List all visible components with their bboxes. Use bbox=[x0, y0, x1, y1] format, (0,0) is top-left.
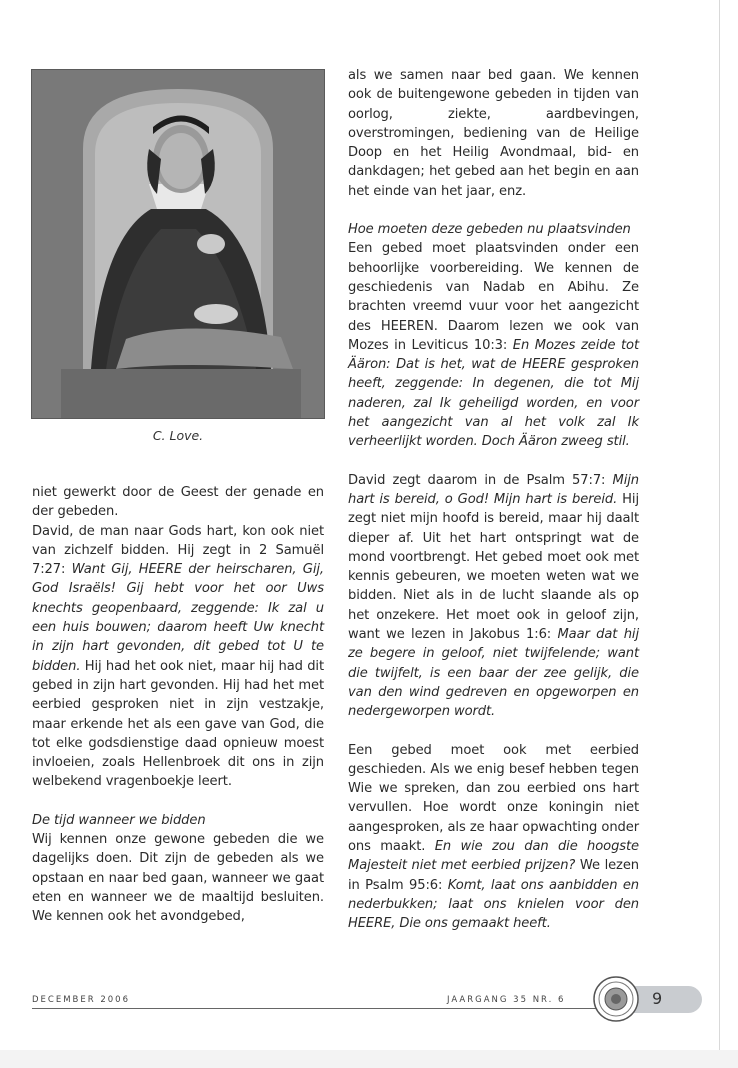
scripture-quote: Want Gij, HEERE der heirscharen, Gij, God Israëls! Gij hebt voor het oor Uws knechts geopenbaard, zeggende: Ik zal u een huis bouwen; daarom heeft Uw knecht in zijn hart gevonden, dit gebed tot U te bidden. bbox=[32, 562, 324, 674]
paragraph: Een gebed moet plaatsvinden onder een behoorlijke voorbereiding. We kennen de geschiedenis van Nadab en Abihu. Ze brachten vreemd vuur voor het aangezicht des HEEREN. Daarom lezen we ook van Mozes in Leviticus 10:3: En Mozes zeide tot Ääron: Dat is het, wat de HEERE gesproken heeft, zeggende: In degenen, die tot Mij naderen, zal Ik geheiligd worden, en voor het aangezicht van al het volk zal Ik verheerlijkt worden. Doch Ääron zweeg stil. bbox=[348, 241, 640, 450]
scripture-quote: Komt, laat ons aanbidden en nederbukken; laat ons knielen voor den HEERE, Die ons gemaakt heeft. bbox=[348, 877, 639, 932]
paragraph: David zegt daarom in de Psalm 57:7: Mijn hart is bereid, o God! Mijn hart is bereid. Hij zegt niet mijn hoofd is bereid, maar hij daalt dieper af. Uit het hart ontspringt wat de mond voortbrengt. Het gebed moet ook met kennis gebeuren, we moeten weten wat we bidden. Niet als in de lucht slaande als op het onzekere. Het moet ook in geloof zijn, want we lezen in Jakobus 1:6: Maar dat hij ze begere in geloof, niet twijfelende; want die twijfelt, is een baar der zee gelijk, die van den wind gedreven en opgeworpen en nedergeworpen wordt. bbox=[348, 472, 639, 720]
right-column bbox=[348, 66, 639, 933]
page-number: 9 bbox=[652, 989, 663, 1008]
section-heading: Hoe moeten deze gebeden nu plaatsvinden bbox=[348, 222, 631, 238]
scripture-quote: Mijn hart is bereid, o God! Mijn hart is bereid. bbox=[348, 472, 639, 507]
scripture-quote: En wie zou dan die hoogste Majesteit niet met eerbied prijzen? bbox=[348, 838, 639, 874]
footer-issue: JAARGANG 35 NR. 6 bbox=[447, 995, 566, 1005]
scripture-quote: Maar dat hij ze begere in geloof, niet twijfelende; want die twijfelt, is een baar der zee gelijk, die van den wind gedreven en opgeworpen en nedergeworpen wordt. bbox=[348, 627, 639, 720]
footer-rule bbox=[32, 1008, 597, 1009]
seal-icon bbox=[593, 976, 639, 1022]
scripture-quote: En Mozes zeide tot Ääron: Dat is het, wat de HEERE gesproken heeft, zeggende: In degenen, die tot Mij naderen, zal Ik geheiligd worden, en voor het aangezicht van al het volk zal Ik verheerlijkt worden. Doch Ääron zweeg stil. bbox=[348, 337, 640, 450]
image-caption: C. Love. bbox=[152, 428, 204, 443]
left-column bbox=[32, 483, 324, 927]
scan-margin bbox=[0, 1050, 738, 1068]
paragraph: niet gewerkt door de Geest der genade en der gebeden. bbox=[32, 485, 324, 520]
paragraph: als we samen naar bed gaan. We kennen ook de buitengewone gebeden in tijden van oorlog, ziekte, aardbevingen, overstromingen, bediening van de Heilige Doop en het Heilig Avondmaal, bid- en dankdagen; het gebed aan het begin en aan het einde van het jaar, enz. bbox=[348, 68, 639, 199]
paragraph: David, de man naar Gods hart, kon ook niet van zichzelf bidden. Hij zegt in 2 Samuël 7:27: Want Gij, HEERE der heirscharen, Gij, God Israëls! Gij hebt voor het oor Uws knechts geopenbaard, zeggende: Ik zal u een huis bouwen; daarom heeft Uw knecht in zijn hart gevonden, dit gebed tot U te bidden. Hij had het ook niet, maar hij had dit gebed in zijn hart gevonden. Hij had het met eerbied gesproken niet in zijn vestzakje, maar erkende het als een gave van God, die tot elke godsdienstige daad opnieuw moest invloeien, zoals Hellenbroek dit ons in zijn welbekend vragenboekje leert. bbox=[32, 523, 324, 790]
portrait-image bbox=[31, 69, 325, 419]
section-heading: De tijd wanneer we bidden bbox=[32, 812, 206, 828]
page-edge bbox=[719, 0, 720, 1050]
footer-date: DECEMBER 2006 bbox=[32, 995, 130, 1005]
paragraph: Een gebed moet ook met eerbied geschieden. Als we enig besef hebben tegen Wie we spreken, dan zou eerbied ons hart vervullen. Hoe wordt onze koningin niet aangesproken, als ze haar opwachting onder ons maakt. En wie zou dan die hoogste Majesteit niet met eerbied prijzen? We lezen in Psalm 95:6: Komt, laat ons aanbidden en nederbukken; laat ons knielen voor den HEERE, Die ons gemaakt heeft. bbox=[348, 742, 639, 932]
paragraph: Wij kennen onze gewone gebeden die we dagelijks doen. Dit zijn de gebeden als we opstaan en naar bed gaan, wanneer we gaat eten en wanneer we de maaltijd besluiten. We kennen ook het avondgebed, bbox=[32, 832, 324, 925]
